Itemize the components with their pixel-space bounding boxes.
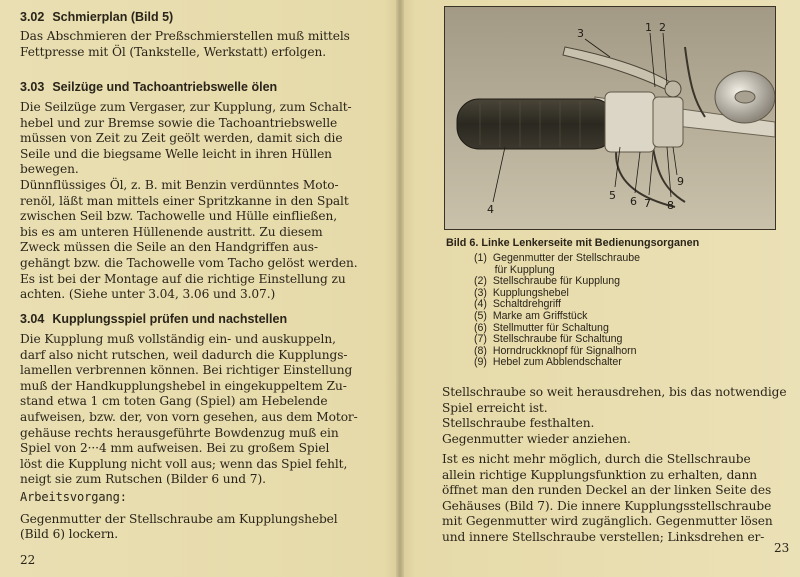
right-page — [402, 0, 800, 577]
body-text: Ist es nicht mehr möglich, durch die Stellschraube allein richtige Kupplungsfunktion zu erhalten, dann öffnet man den runden Deckel an der linken Seite des Gehäuses (Bild 7). Die innere Kupplungsstellschraube mit Gegenmutter wird zugänglich. Gegenmutter lösen und innere Stellschraube verstellen; Linksdrehen er- — [442, 452, 773, 544]
section-3-03 — [20, 80, 390, 303]
handlebar-photo — [444, 6, 776, 230]
procedure — [20, 490, 390, 543]
photo-label: 3 — [577, 27, 584, 40]
section-body: Die Seilzüge zum Vergaser, zur Kupplung, zum Schalt- hebel und zur Bremse sowie die Tachoantriebswelle müssen von Zeit zu Zeit geölt werden, damit sich die Seile und die biegsame Welle leicht in ihren Hüllen bewegen. Dünnflüssiges Öl, z. B. mit Benzin verdünntes Moto- renöl, läßt man mittels einer Spritzkanne in den Spalt zwischen Seil bzw. Tachowelle und Hülle einfließen, bis es am unteren Hüllenende austritt. Zu diesem Zweck müssen die Seile an den Handgriffen aus- gehängt bzw. die Tachowelle vom Tacho gelöst werden. Es ist bei der Montage auf die richtige Einstellung zu achten. (Siehe unter 3.04, 3.06 und 3.07.) — [20, 100, 358, 302]
handlebar-illustration — [445, 7, 775, 229]
left-page — [0, 0, 398, 577]
legend-item: (8) Horndruckknopf für Signalhorn — [474, 344, 637, 357]
photo-label: 9 — [677, 175, 684, 188]
photo-label: 5 — [609, 189, 616, 202]
right-body-1 — [442, 385, 797, 447]
section-title: Schmierplan (Bild 5) — [52, 10, 174, 24]
figure-caption: Bild 6. Linke Lenkerseite mit Bedienungsorganen — [446, 237, 700, 249]
legend-item: (3) Kupplungshebel — [474, 286, 569, 299]
section-heading — [20, 10, 390, 24]
right-body-2 — [442, 452, 797, 546]
section-heading — [20, 80, 390, 94]
photo-label: 4 — [487, 203, 494, 216]
legend-item: für Kupplung — [474, 263, 555, 276]
section-body: Das Abschmieren der Preßschmierstellen muß mittels Fettpresse mit Öl (Tankstelle, Werkstatt) erfolgen. — [20, 29, 350, 59]
page-number: 23 — [774, 541, 790, 555]
figure-legend — [474, 253, 794, 369]
section-3-04 — [20, 312, 390, 488]
legend-item: (4) Schaltdrehgriff — [474, 298, 561, 311]
photo-label: 6 — [630, 195, 637, 208]
legend-item: (1) Gegenmutter der Stellschraube — [474, 252, 641, 264]
legend-item: (6) Stellmutter für Schaltung — [474, 321, 609, 334]
photo-label: 7 — [644, 197, 651, 210]
section-number: 3.03 — [20, 80, 45, 94]
body-text: Stellschraube so weit herausdrehen, bis das notwendige Spiel erreicht ist. Stellschraube festhalten. Gegenmutter wieder anziehen. — [442, 385, 787, 446]
photo-label: 1 — [645, 21, 652, 34]
photo-label: 8 — [667, 199, 674, 212]
legend-item: (2) Stellschraube für Kupplung — [474, 275, 621, 288]
photo-label: 2 — [659, 21, 666, 34]
legend-item: (9) Hebel zum Abblendschalter — [474, 356, 622, 369]
section-body: Die Kupplung muß vollständig ein- und auskuppeln, darf also nicht rutschen, weil dadurch die Kupplungs- lamellen verbrennen können. Bei richtiger Einstellung muß der Handkupplungshebel in eingekuppeltem Zu- stand etwa 1 cm toten Gang (Spiel) am Hebelende aufweisen, bzw. der, von vorn gesehen, aus dem Motor- gehäuse rechts herausgeführte Bowdenzug muß ein Spiel von 2···4 mm aufweisen. Bei zu großem Spiel löst die Kupplung nicht voll aus; wenn das Spiel fehlt, neigt sie zum Rutschen (Bilder 6 und 7). — [20, 332, 358, 487]
page-number: 22 — [20, 553, 36, 567]
section-3-02 — [20, 10, 390, 60]
section-title: Kupplungsspiel prüfen und nachstellen — [52, 312, 288, 326]
legend-item: (7) Stellschraube für Schaltung — [474, 333, 623, 346]
section-heading — [20, 312, 390, 326]
section-number: 3.02 — [20, 10, 45, 24]
section-number: 3.04 — [20, 312, 45, 326]
procedure-text: Gegenmutter der Stellschraube am Kupplungshebel (Bild 6) lockern. — [20, 511, 338, 542]
section-title: Seilzüge und Tachoantriebswelle ölen — [52, 80, 278, 94]
legend-item: (5) Marke am Griffstück — [474, 309, 588, 322]
procedure-label: Arbeitsvorgang: — [20, 490, 127, 504]
